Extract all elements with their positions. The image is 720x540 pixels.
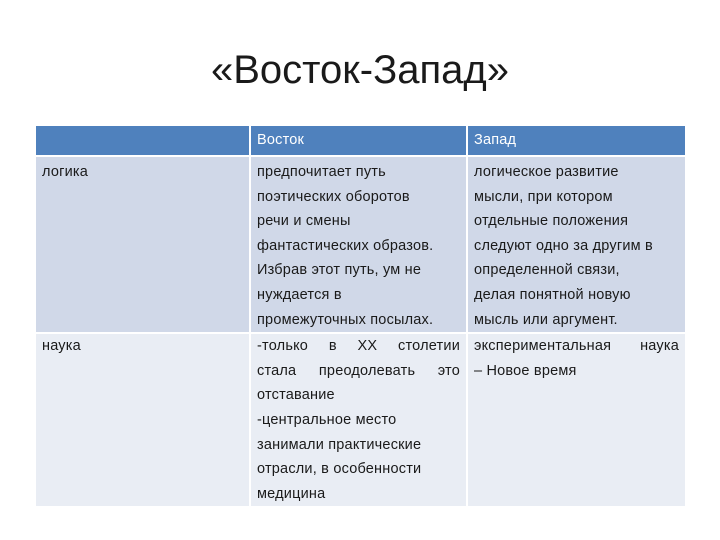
- slide-title: «Восток-Запад»: [210, 48, 509, 92]
- cell-text-line: нуждается в: [257, 286, 342, 303]
- header-cell-east: Восток: [250, 126, 467, 156]
- cell-text-line: занимали практические: [257, 436, 422, 453]
- cell-logic-east: [250, 156, 467, 333]
- cell-text-line: экспериментальная наука: [474, 338, 679, 355]
- cell-text-line: мысли, при котором: [474, 188, 613, 205]
- cell-text-line: отрасли, в особенности: [257, 461, 422, 478]
- cell-text-line: мысль или аргумент.: [474, 311, 618, 328]
- cell-logic-west: [467, 156, 685, 333]
- cell-text-line: – Новое время: [474, 362, 577, 379]
- comparison-table: [36, 126, 685, 506]
- cell-text-line: следуют одно за другим в: [474, 237, 653, 254]
- header-cell-west: Запад: [467, 126, 685, 156]
- row-label-text: наука: [42, 338, 81, 355]
- cell-text-line: медицина: [257, 485, 326, 502]
- cell-text-line: -только в XX столетии: [257, 338, 460, 355]
- cell-text-line: речи и смены: [257, 213, 351, 230]
- cell-text-line: отдельные положения: [474, 213, 629, 230]
- cell-text-line: промежуточных посылах.: [257, 311, 434, 328]
- cell-text-line: делая понятной новую: [474, 286, 631, 303]
- cell-text-line: поэтических оборотов: [257, 188, 410, 205]
- cell-text-line: определенной связи,: [474, 262, 620, 279]
- cell-text-line: стала преодолевать это: [257, 362, 460, 379]
- cell-science-east: [250, 333, 467, 506]
- cell-text-line: логическое развитие: [474, 164, 619, 180]
- row-label-logic: [36, 156, 250, 333]
- table-row-science: [36, 333, 685, 506]
- cell-text-line: -центральное место: [257, 411, 397, 428]
- table-header-row: [36, 126, 685, 156]
- row-label-science: [36, 333, 250, 506]
- table-row-logic: [36, 156, 685, 333]
- row-label-text: логика: [42, 164, 89, 180]
- cell-text-line: предпочитает путь: [257, 164, 386, 180]
- cell-text-line: фантастических образов.: [257, 237, 434, 254]
- cell-text-line: Избрав этот путь, ум не: [257, 262, 422, 279]
- header-cell-empty: [36, 126, 250, 156]
- cell-science-west: [467, 333, 685, 506]
- cell-text-line: отставание: [257, 387, 335, 404]
